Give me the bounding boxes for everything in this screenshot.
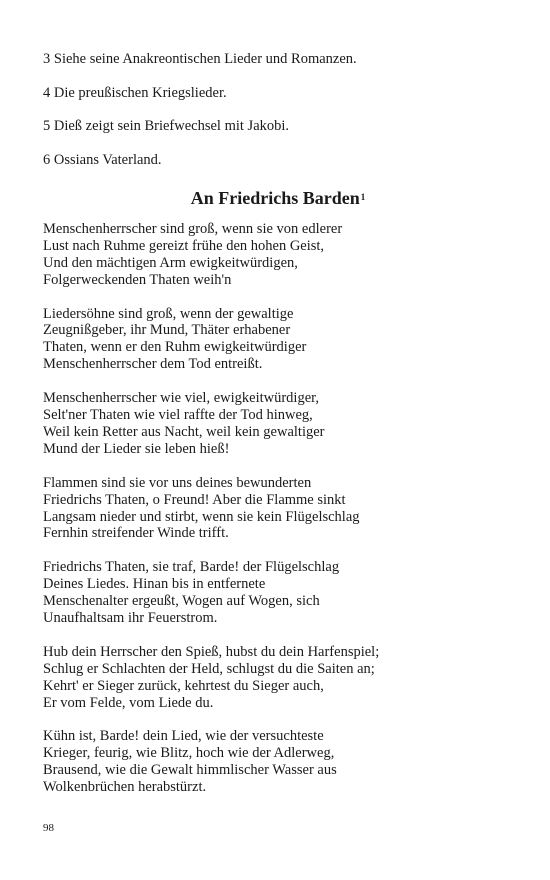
verse-line: Brausend, wie die Gewalt himmlischer Wasser aus: [43, 762, 337, 779]
footnotes: [43, 50, 513, 184]
stanza: [43, 221, 513, 289]
verse-line: Friedrichs Thaten, sie traf, Barde! der Flügelschlag: [43, 559, 340, 576]
verse-line: Wolkenbrüchen herabstürzt.: [43, 779, 207, 796]
verse-line: Schlug er Schlachten der Held, schlugst du die Saiten an;: [43, 660, 375, 677]
verse-line: Fernhin streifender Winde trifft.: [43, 525, 229, 542]
verse-line: Er vom Felde, vom Liede du.: [43, 694, 214, 711]
verse-line: Deines Liedes. Hinan bis in entfernete: [43, 576, 266, 593]
stanza: [43, 559, 513, 627]
page-number: 98: [43, 822, 54, 834]
verse-line: Zeugnißgeber, ihr Mund, Thäter erhabener: [43, 322, 291, 339]
stanza: [43, 475, 513, 543]
verse-line: Weil kein Retter aus Nacht, weil kein gewaltiger: [43, 423, 325, 440]
verse-line: Liedersöhne sind groß, wenn der gewaltige: [43, 305, 294, 322]
footnote: 6 Ossians Vaterland.: [43, 151, 162, 168]
verse-line: Thaten, wenn er den Ruhm ewigkeitwürdiger: [43, 339, 307, 356]
verse-line: Kühn ist, Barde! dein Lied, wie der versuchteste: [43, 728, 324, 745]
verse-line: Flammen sind sie vor uns deines bewunderten: [43, 474, 312, 491]
stanza: [43, 644, 513, 712]
verse-line: Lust nach Ruhme gereizt frühe den hohen Geist,: [43, 237, 325, 254]
verse-line: Langsam nieder und stirbt, wenn sie kein Flügelschlag: [43, 508, 360, 525]
footnote: 3 Siehe seine Anakreontischen Lieder und Romanzen.: [43, 51, 357, 67]
verse-line: Krieger, feurig, wie Blitz, hoch wie der Adlerweg,: [43, 745, 335, 762]
verse-line: Kehrt' er Sieger zurück, kehrtest du Sieger auch,: [43, 677, 324, 694]
verse-line: Und den mächtigen Arm ewigkeitwürdigen,: [43, 254, 298, 271]
verse-line: Folgerweckenden Thaten weih'n: [43, 271, 232, 288]
poem-body: [43, 221, 513, 813]
stanza: [43, 306, 513, 374]
footnote: 4 Die preußischen Kriegslieder.: [43, 84, 227, 101]
verse-line: Menschenherrscher sind groß, wenn sie von edlerer: [43, 221, 343, 237]
verse-line: Menschenherrscher dem Tod entreißt.: [43, 356, 263, 373]
verse-line: Hub dein Herrscher den Spieß, hubst du dein Harfenspiel;: [43, 643, 380, 660]
stanza: [43, 390, 513, 458]
book-page: [43, 0, 513, 880]
poem-title-text: An Friedrichs Barden: [190, 188, 360, 208]
verse-line: Mund der Lieder sie leben hieß!: [43, 440, 230, 457]
verse-line: Selt'ner Thaten wie viel raffte der Tod hinweg,: [43, 407, 313, 424]
verse-line: Friedrichs Thaten, o Freund! Aber die Flamme sinkt: [43, 491, 346, 508]
verse-line: Unaufhaltsam ihr Feuerstrom.: [43, 610, 218, 626]
verse-line: Menschenalter ergeußt, Wogen auf Wogen, sich: [43, 593, 320, 610]
footnote: 5 Dieß zeigt sein Briefwechsel mit Jakobi.: [43, 118, 290, 134]
footnote-marker: 1: [360, 192, 366, 202]
verse-line: Menschenherrscher wie viel, ewigkeitwürdiger,: [43, 390, 320, 407]
poem-title: [43, 186, 513, 210]
stanza: [43, 728, 513, 796]
